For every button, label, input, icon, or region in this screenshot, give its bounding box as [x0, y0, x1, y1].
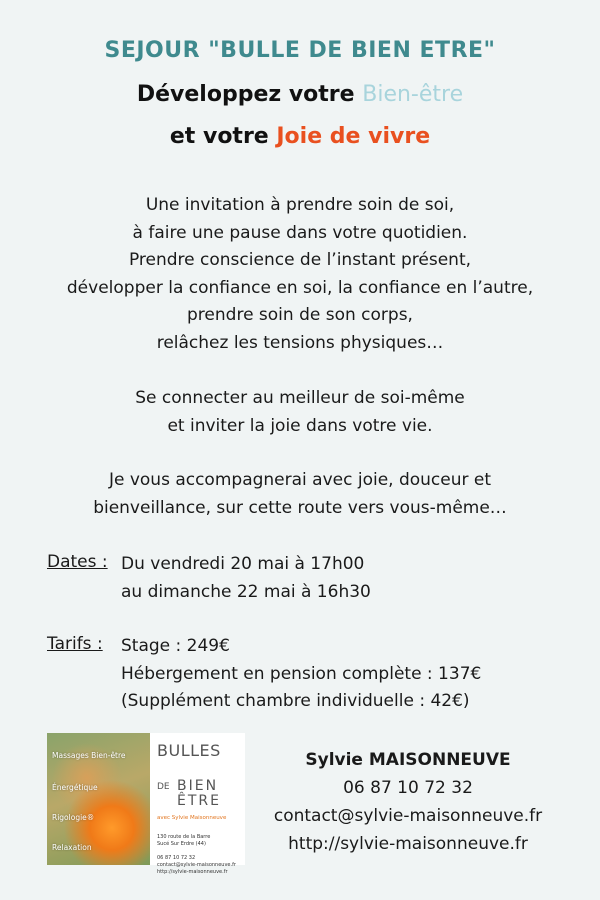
page-title: SEJOUR "BULLE DE BIEN ETRE" [104, 38, 496, 63]
dates-values [121, 551, 371, 606]
paragraph-line: Se connecter au meilleur de soi-même [135, 388, 465, 408]
contact-phone: 06 87 10 72 32 [343, 778, 473, 798]
card-logo-avec: avec Sylvie Maisonneuve [157, 815, 227, 821]
price-lodging: Hébergement en pension complète : 137€ [121, 663, 482, 684]
intro-paragraph [20, 192, 580, 357]
contact-website[interactable]: http://sylvie-maisonneuve.fr [288, 834, 528, 854]
date-start: Du vendredi 20 mai à 17h00 [121, 554, 365, 574]
connect-paragraph [20, 385, 580, 440]
card-address-line: Sucé Sur Erdre (44) [157, 841, 206, 847]
subtitle-joy-prefix: et votre [169, 124, 277, 149]
card-logo-bien: BIEN [177, 778, 219, 794]
card-service: Massages Bien-être [52, 751, 126, 760]
flower-photo [47, 733, 150, 865]
tarifs-values [121, 633, 481, 716]
paragraph-line: Prendre conscience de l’instant présent, [128, 250, 472, 270]
paragraph-line: à faire une pause dans votre quotidien. [132, 222, 468, 243]
card-logo-bulles: BULLES [157, 741, 221, 760]
paragraph-line: Une invitation à prendre soin de soi, [145, 195, 455, 215]
card-logo [157, 741, 243, 875]
contact-email[interactable]: contact@sylvie-maisonneuve.fr [273, 806, 543, 826]
paragraph-line: développer la confiance en soi, la confiance en l’autre, [66, 277, 534, 298]
paragraph-line: prendre soin de son corps, [187, 305, 413, 325]
card-service: Énergétique [52, 783, 98, 792]
date-end: au dimanche 22 mai à 16h30 [121, 581, 371, 602]
tarifs-label: Tarifs : [47, 634, 103, 654]
paragraph-line: bienveillance, sur cette route vers vous-même… [93, 497, 507, 518]
subtitle-wellbeing [0, 82, 600, 107]
business-card [47, 733, 245, 875]
card-logo-etre: ÊTRE [177, 793, 221, 809]
accompany-paragraph [20, 467, 580, 522]
card-service: Rigologie® [52, 813, 95, 822]
card-address-line: 130 route de la Barre [157, 834, 211, 840]
contact-block [258, 746, 558, 858]
subtitle-joy-highlight: Joie de vivre [276, 124, 431, 149]
paragraph-line: et inviter la joie dans votre vie. [167, 415, 433, 436]
price-single-room: (Supplément chambre individuelle : 42€) [121, 691, 470, 711]
dates-label: Dates : [47, 552, 108, 572]
card-email: contact@sylvie-maisonneuve.fr [157, 862, 236, 868]
subtitle-wellbeing-prefix: Développez votre [136, 82, 363, 107]
contact-name: Sylvie MAISONNEUVE [305, 750, 511, 770]
card-phone: 06 87 10 72 32 [157, 855, 196, 861]
price-stage: Stage : 249€ [121, 636, 230, 656]
card-service: Relaxation [52, 843, 92, 852]
card-logo-de: DE [157, 782, 170, 792]
subtitle-joy [0, 124, 600, 149]
paragraph-line: Je vous accompagnerai avec joie, douceur et [108, 470, 492, 490]
card-url: http://sylvie-maisonneuve.fr [157, 869, 228, 875]
subtitle-wellbeing-highlight: Bien-être [362, 82, 464, 107]
paragraph-line: relâchez les tensions physiques… [156, 332, 444, 353]
